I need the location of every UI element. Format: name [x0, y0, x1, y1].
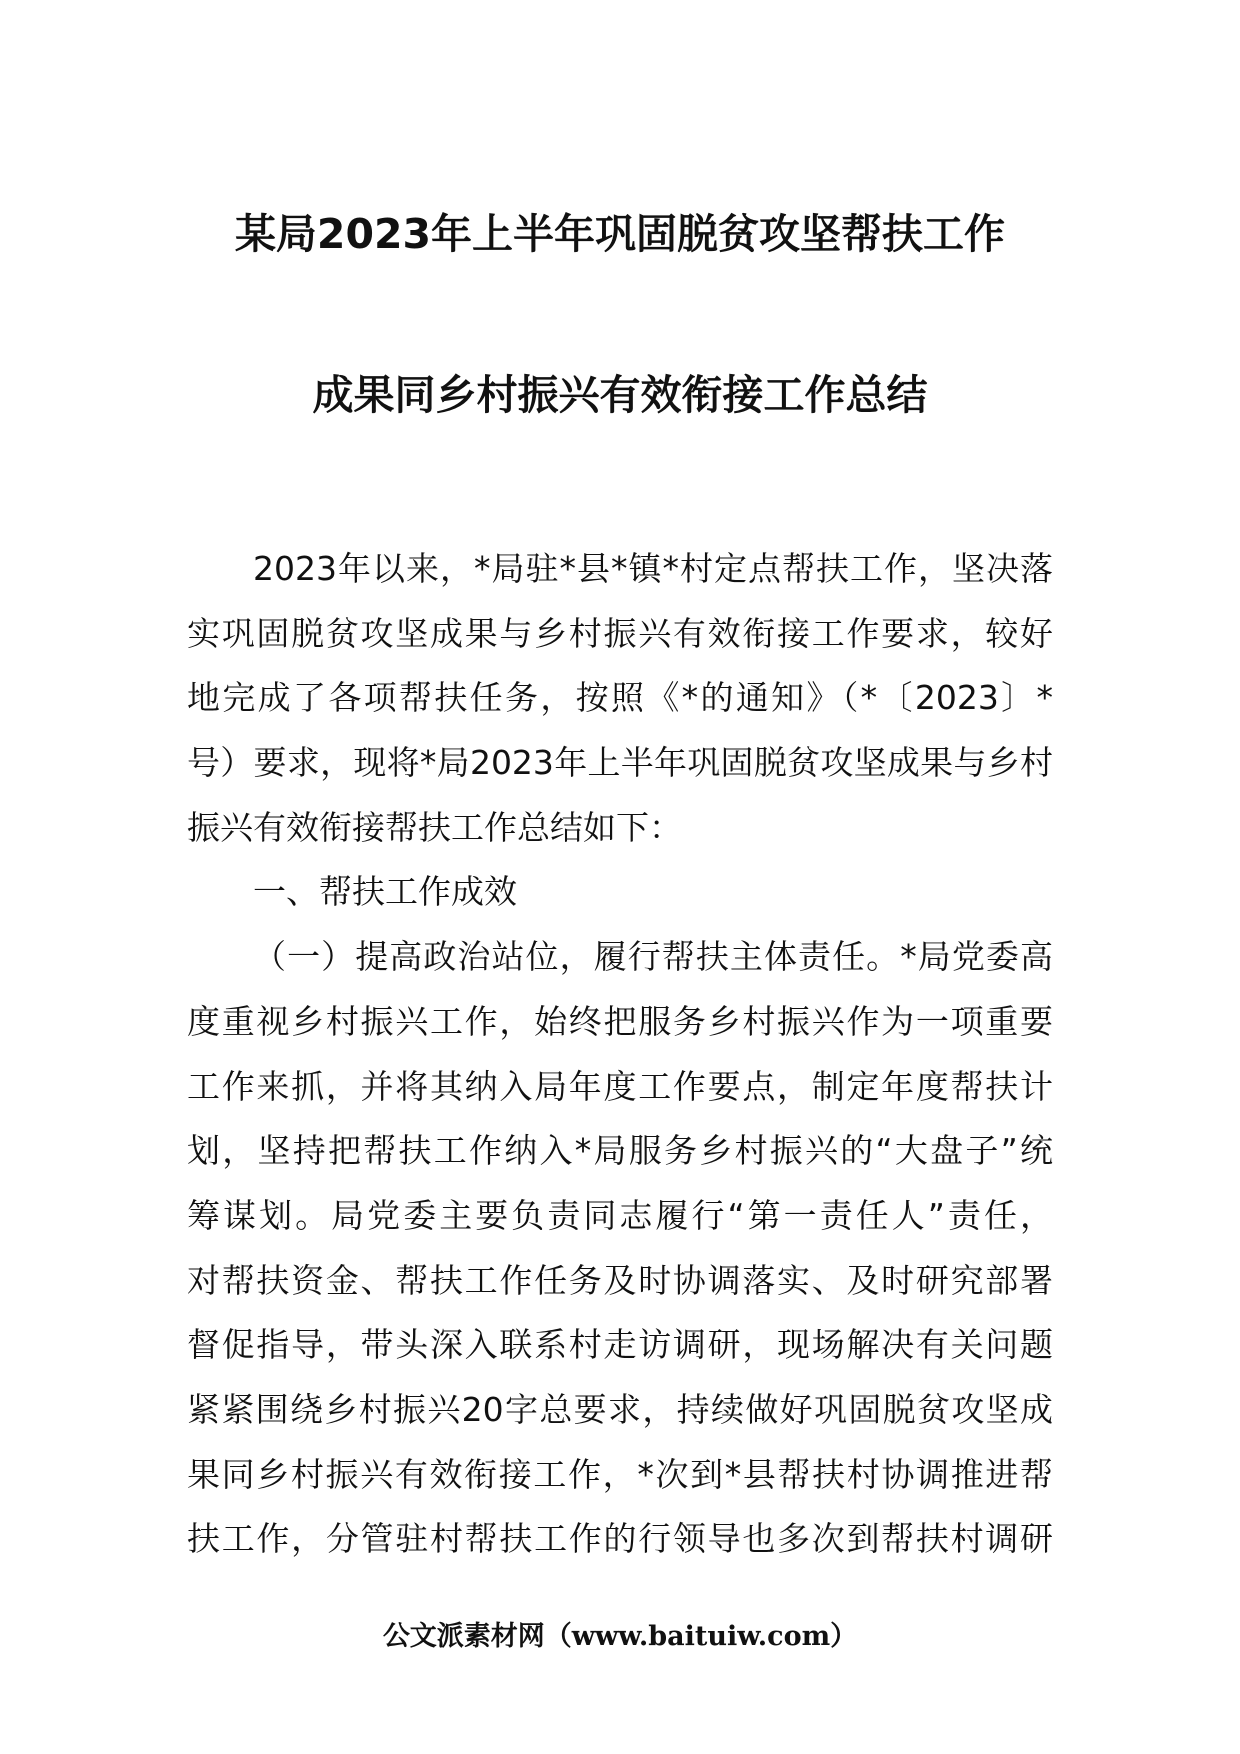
body-line-1: 2023年以来，*局驻*县*镇*村定点帮扶工作，坚决落 — [253, 549, 1053, 588]
body-line-9: 工作来抓，并将其纳入局年度工作要点，制定年度帮扶计 — [187, 1066, 1053, 1106]
section-heading: 一、帮扶工作成效 — [253, 872, 517, 912]
body-line-15: 果同乡村振兴有效衔接工作，*次到*县帮扶村协调推进帮 — [187, 1454, 1053, 1494]
body-line-2: 实巩固脱贫攻坚成果与乡村振兴有效衔接工作要求，较好 — [187, 613, 1053, 653]
footer-watermark-text: 公文派素材网（www.baituiw.com） — [382, 1621, 858, 1652]
body-line-3: 地完成了各项帮扶任务，按照《*的通知》（*〔2023〕* — [187, 678, 1053, 718]
body-line-4: 号）要求，现将*局2023年上半年巩固脱贫攻坚成果与乡村 — [187, 743, 1053, 783]
body-line-13: 督促指导，带头深入联系村走访调研，现场解决有关问题 — [187, 1325, 1053, 1365]
body-line-10: 划，坚持把帮扶工作纳入*局服务乡村振兴的“大盘子”统 — [187, 1131, 1053, 1171]
body-line-5: 振兴有效衔接帮扶工作总结如下： — [187, 807, 682, 847]
document-body — [187, 537, 1053, 1572]
body-line-8: 度重视乡村振兴工作，始终把服务乡村振兴作为一项重要 — [187, 1001, 1053, 1041]
body-line-16: 扶工作，分管驻村帮扶工作的行领导也多次到帮扶村调研 — [187, 1519, 1053, 1559]
document-title-line-1: 某局2023年上半年巩固脱贫攻坚帮扶工作 — [234, 210, 1006, 258]
document-title-line-2: 成果同乡村振兴有效衔接工作总结 — [312, 371, 928, 419]
body-line-12: 对帮扶资金、帮扶工作任务及时协调落实、及时研究部署 — [187, 1260, 1053, 1300]
body-line-14: 紧紧围绕乡村振兴20字总要求，持续做好巩固脱贫攻坚成 — [187, 1389, 1053, 1429]
body-line-11: 筹谋划。局党委主要负责同志履行“第一责任人”责任， — [187, 1195, 1053, 1235]
body-line-7: （一）提高政治站位，履行帮扶主体责任。*局党委高 — [253, 937, 1053, 977]
